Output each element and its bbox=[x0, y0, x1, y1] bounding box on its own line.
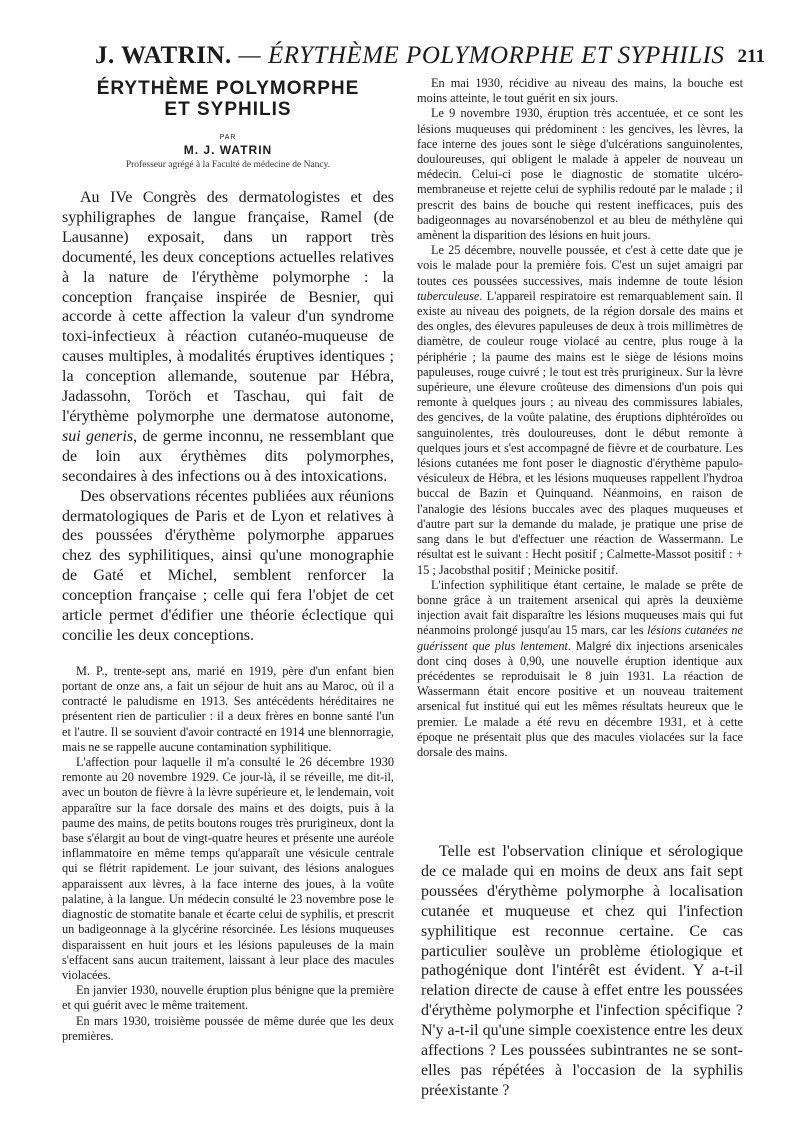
running-header-text bbox=[95, 42, 724, 70]
article-title bbox=[62, 78, 394, 120]
running-header-title: — ÉRYTHÈME POLYMORPHE ET SYPHILIS bbox=[238, 42, 725, 69]
case-paragraph-2: L'affection pour laquelle il m'a consulté le 26 décembre 1930 remonte au 20 novembre 1929. Ce jour-là, il se réveille, me dit-il, avec un bouton de fièvre à la lèvre supérieure et, le lendemain, voit apparaître sur la face dorsale des mains et des doigts, puis à la paume des mains, de petits boutons rouges très prurigineux, dont la base s'élargit au bout de vingt-quatre heures et présente une auréole inflammatoire en même temps qu'apparaît une vésicule centrale qui se flétrit rapidement. Le jour suivant, des lésions analogues apparaissent aux lèvres, à la face interne des joues, à la voûte palatine, à la langue. Un médecin consulté le 23 novembre pose le diagnostic de stomatite banale et écarte celui de syphilis, et prescrit un badigeonnage à la glycérine résorcinée. Les lésions muqueuses disparaissent en huit jours et les lésions papuleuses de la main s'effacent sans aucun traitement, laissant à leur place des macules violacées. bbox=[62, 755, 394, 982]
article-title-line-1: ÉRYTHÈME POLYMORPHE bbox=[96, 78, 360, 99]
running-header bbox=[95, 42, 765, 72]
right-column bbox=[417, 76, 743, 760]
case-paragraph-8: L'infection syphilitique étant certaine, le malade se prête de bonne grâce à un traitement arsenical qui après la deuxième injection avait fait disparaître les lésions muqueuses mais qui fut néanmoins prolongé jusqu'au 15 mars, car les lésions cutanées ne guérissent que plus lentement. Malgré dix injections arsenicales dont cinq doses à 0,90, une nouvelle éruption identique aux précédentes se reproduisait le 8 juin 1931. La réaction de Wassermann était encore positive et un nouveau traitement arsenical fut institué qui eut les mêmes résultats heureux que le premier. Le malade a été revu en décembre 1931, et à cette époque ne présentait plus que des macules violacées sur la face dorsale des mains. bbox=[417, 577, 744, 759]
case-paragraph-4: En mars 1930, troisième poussée de même durée que les deux premières. bbox=[62, 1013, 394, 1043]
byline-par: PAR bbox=[219, 134, 237, 141]
case-paragraph-6: Le 9 novembre 1930, éruption très accentuée, et ce sont les lésions muqueuses qui prédominent : les gencives, les lèvres, la face interne des joues sont le siège d'ulcérations sanguinolentes, douloureuses, qui obligent le malade à appeler de nouveau un médecin. Celui-ci pose le diagnostic de stomatite ulcéro-membraneuse et rejette celui de syphilis redouté par le malade ; il prescrit des bains de bouche qui restent inefficaces, puis des badigeonnages au novarsénobenzol et au bleu de méthylène qui amènent la disparition des lésions en huit jours. bbox=[417, 106, 743, 243]
left-column bbox=[62, 78, 394, 1044]
discussion-paragraph-1: Telle est l'observation clinique et sérologique de ce malade qui en moins de deux ans fait sept poussées d'érythème polymorphe à localisation cutanée et muqueuse et chez qui l'infection syphilitique est reconnue certaine. Ce cas particulier soulève un problème étiologique et pathogénique dont l'intérêt est évident. Y a-t-il relation directe de cause à effet entre les poussées d'érythème polymorphe et l'infection spécifique ? N'y a-t-il qu'une simple coexistence entre les deux affections ? Les poussées subintrantes ne se sont-elles pas répétées à l'occasion de la syphilis préexistante ? bbox=[421, 843, 743, 1099]
case-report-left bbox=[62, 664, 394, 1044]
case-paragraph-3: En janvier 1930, nouvelle éruption plus bénigne que la première et qui guérit avec le même traitement. bbox=[62, 983, 394, 1013]
case-paragraph-1: M. P., trente-sept ans, marié en 1919, père d'un enfant bien portant de onze ans, a fait un séjour de huit ans au Maroc, où il a contracté le paludisme en 1913. Ses antécédents héréditaires ne présentent rien de particulier : il a deux frères en bonne santé l'un et l'autre. Il se souvient d'avoir contracté en 1914 une blennorragie, mais ne se rappelle aucune contamination syphilitique. bbox=[62, 663, 394, 754]
intro-paragraph-2: Des observations récentes publiées aux réunions dermatologiques de Paris et de Lyon et relatives à des poussées d'érythème polymorphe apparues chez des syphilitiques, ainsi qu'une monographie de Gaté et Michel, semblent renforcer la conception française ; celle qui fera l'objet de cet article permet d'édifier une théorie éclectique qui concilie les deux conceptions. bbox=[62, 487, 394, 644]
author-affiliation: Professeur agrégé à la Faculté de médecine de Nancy. bbox=[125, 160, 331, 170]
case-paragraph-5: En mai 1930, récidive au niveau des mains, la bouche est moins atteinte, le tout guérit en six jours. bbox=[417, 76, 743, 106]
author-name: M. J. WATRIN bbox=[183, 143, 273, 157]
case-paragraph-7: Le 25 décembre, nouvelle poussée, et c'est à cette date que je vois le malade pour la première fois. C'est un sujet amaigri par toutes ces poussées successives, mais indemne de toute lésion tuberculeuse. L'appareil respiratoire est remarquablement sain. Il existe au niveau des poignets, de la région dorsale des mains et des ongles, des élevures papuleuses de deux à trois millimètres de diamètre, de couleur rouge violacé au centre, plus rouge à la périphérie ; la paume des mains est le siège de lésions moins papuleuses, rouge cuivré ; le tout est très prurigineux. Sur la lèvre supérieure, une élevure croûteuse des dimensions d'un pois qui remonte à quelques jours ; au niveau des commissures labiales, des gencives, de la voûte palatine, des éruptions diphtéroïdes ou sanguinolentes, très douloureuses, dont le début remonte à quelques jours et s'est accompagné de fièvre et de courbature. Les lésions cutanées me font poser le diagnostic d'érythème papulo-vésiculeux de Hébra, et les lésions muqueuses rappellent l'hydroa buccal de Bazin et Quinquand. Néanmoins, en raison de l'analogie des lésions buccales avec des plaques muqueuses et d'autre part sur la demande du malade, je pratique une prise de sang dans le but d'effectuer une réaction de Wassermann. Le résultat est le suivant : Hecht positif ; Calmette-Massot positif : + 15 ; Jacobsthal positif ; Meinicke positif. bbox=[417, 243, 743, 577]
page-number: 211 bbox=[737, 46, 765, 67]
article-title-line-2: ET SYPHILIS bbox=[164, 99, 292, 120]
running-header-author: J. WATRIN. bbox=[95, 42, 232, 69]
discussion-block bbox=[421, 842, 743, 1101]
intro-paragraph-1: Au IVe Congrès des dermatologistes et des syphiligraphes de langue française, Ramel (de Lausanne) exposait, dans un rapport très documenté, les deux conceptions actuelles relatives à la nature de l'érythème polymorphe : la conception française inspirée de Besnier, qui accorde à cette affection la valeur d'un syndrome toxi-infectieux à réaction cutanéo-muqueuse de causes multiples, à modalités éruptives identiques ; la conception allemande, soutenue par Hébra, Jadassohn, Toröch et Taschau, qui fait de l'érythème polymorphe une dermatose autonome, sui generis, de germe inconnu, ne ressemblant que de loin aux érythèmes dits polymorphes, secondaires à des infections ou à des intoxications. bbox=[62, 189, 394, 485]
